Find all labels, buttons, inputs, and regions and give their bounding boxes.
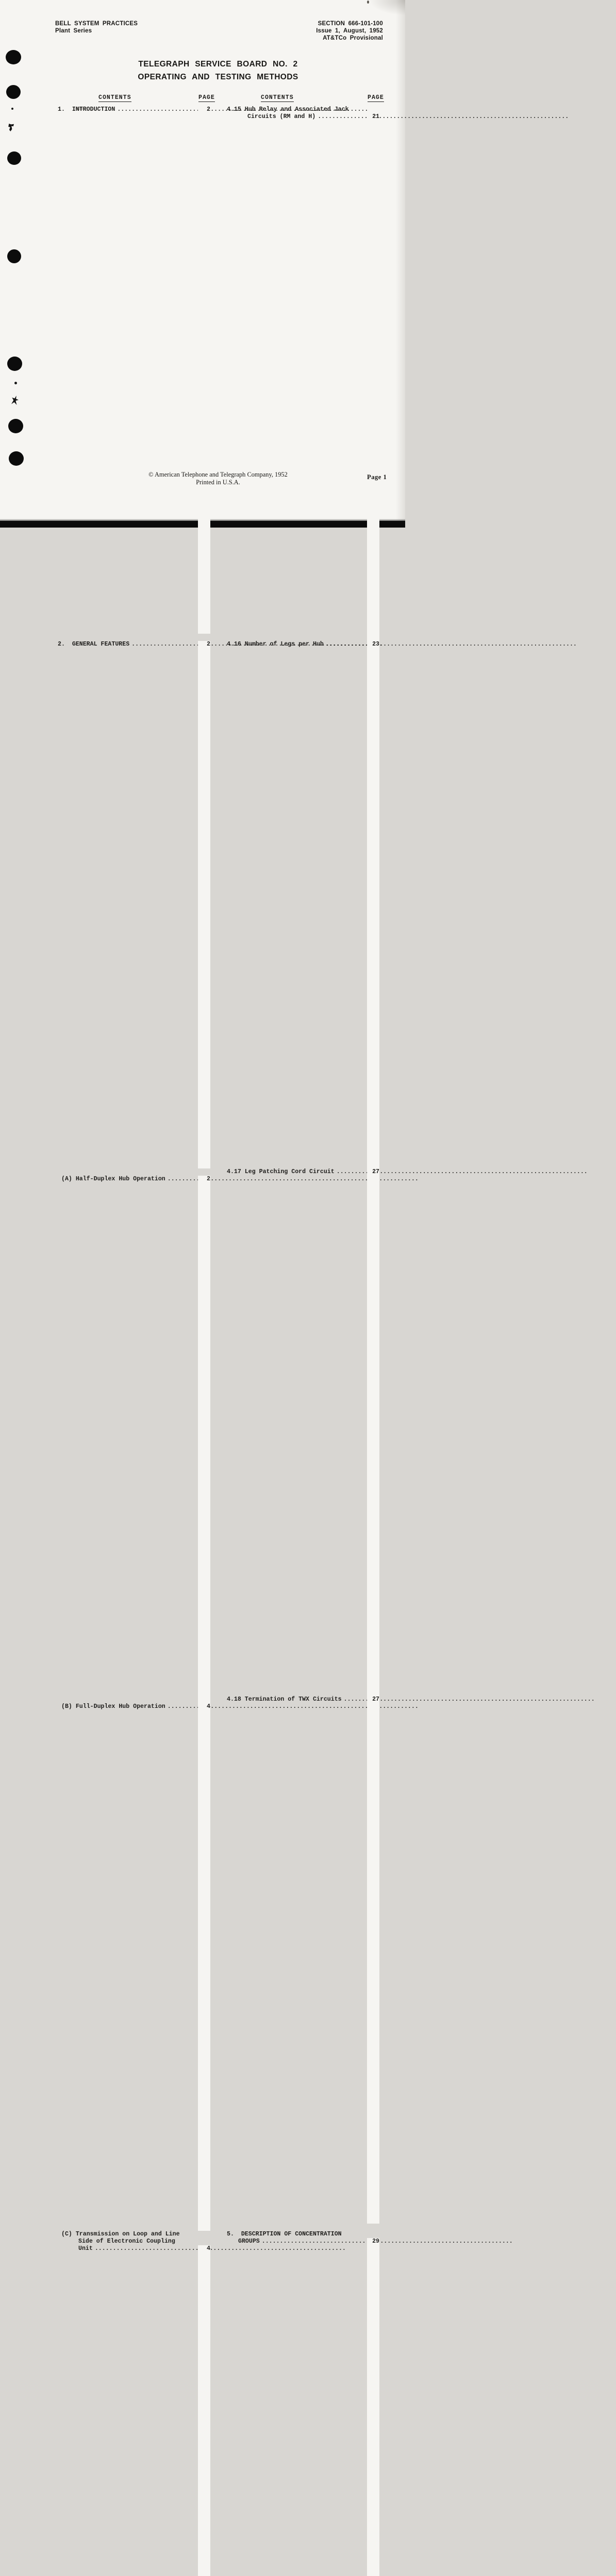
toc-row [227,1696,379,2224]
series-label: Plant Series [55,28,92,34]
toc-row [227,641,379,1168]
toc-page-number: 2 [198,106,210,634]
section-number: SECTION 666-101-100 [318,21,383,27]
toc-entry-label: Unit [78,2245,93,2252]
toc-page-number: 27 [367,1168,379,1696]
toc-row [61,1176,210,1703]
toc-entry-label: 4.15 Hub Relay and Associated Jack [227,106,349,113]
toc-row [247,113,379,641]
toc-page-number: 4 [198,2245,210,2576]
copyright-line: © American Telephone and Telegraph Company, 1952 [148,471,288,478]
contents-heading-right: CONTENTS [261,94,294,101]
toc-entry-label: 5. DESCRIPTION OF CONCENTRATION [227,2231,342,2238]
toc-row [61,1703,210,2231]
provisional-label: AT&TCo Provisional [323,35,383,41]
dot-leader [262,2238,365,2245]
page-number-label: Page 1 [367,473,387,481]
toc-row [227,1168,379,1696]
toc-entry-label: 1. INTRODUCTION [58,106,115,113]
toc-entry-label: 4.18 Termination of TWX Circuits [227,1696,342,1703]
practices-label: BELL SYSTEM PRACTICES [55,21,138,27]
ink-speck [11,108,13,110]
toc-row [238,2238,379,2576]
letterhead-right [316,20,383,42]
toc-row [78,2238,210,2245]
ink-smudge [11,396,19,405]
title-line-1: TELEGRAPH SERVICE BOARD NO. 2 [138,60,298,69]
toc-page-number: 2 [198,641,210,1168]
toc-page-number: 27 [367,1696,379,2224]
dot-leader [168,1703,196,1710]
page-heading-left: PAGE [198,94,215,101]
ink-speck [14,382,17,384]
toc-page-number: 29 [367,2238,379,2576]
toc-row [227,106,379,113]
toc-page-number: 21 [367,113,379,641]
dot-leader [117,106,196,113]
dot-leader [326,641,365,648]
dot-leader [318,113,365,121]
dot-leader [131,641,196,648]
toc-entry-label: 2. GENERAL FEATURES [58,641,130,648]
letterhead-left [55,20,138,35]
document-title [57,58,379,83]
toc-page-number: 2 [198,1176,210,1703]
punch-hole [7,151,21,165]
punch-hole [8,419,23,433]
footer [57,471,379,486]
toc-page-number: 23 [367,641,379,1168]
printed-line: Printed in U.S.A. [196,478,240,486]
contents-heading-left: CONTENTS [98,94,131,101]
toc-entry-label: GROUPS [238,2238,260,2245]
ink-smudge [8,124,14,131]
punch-hole [6,85,21,99]
dot-leader [168,1176,196,1183]
dot-leader [95,2245,196,2252]
scan-edge-shadow [396,0,405,528]
toc-entry-label: (B) Full-Duplex Hub Operation [61,1703,165,1710]
toc-row [78,2245,210,2576]
scan-corner-shadow [369,0,405,15]
toc-row [61,2231,210,2238]
dot-leader [337,1168,365,1176]
toc-row [227,2231,379,2238]
punch-hole [6,50,21,64]
toc-row [58,106,210,634]
punch-hole [9,451,24,466]
toc-entry-label: (A) Half-Duplex Hub Operation [61,1176,165,1182]
page-heading-right: PAGE [368,94,384,101]
toc-row [58,641,210,1168]
toc-entry-label: 4.16 Number of Legs per Hub [227,641,324,648]
toc-entry-label: (C) Transmission on Loop and Line [61,2231,180,2238]
toc-entry-label: Circuits (RM and H) [247,113,316,121]
toc-entry-label: Side of Electronic Coupling [78,2238,175,2245]
title-line-2: OPERATING AND TESTING METHODS [138,73,298,81]
dot-leader [344,1696,365,1703]
punch-hole [7,249,21,263]
toc-entry-label: 4.17 Leg Patching Cord Circuit [227,1168,335,1176]
issue-date: Issue 1, August, 1952 [316,28,383,34]
toc-page-number: 4 [198,1703,210,2231]
punch-hole [7,357,22,371]
